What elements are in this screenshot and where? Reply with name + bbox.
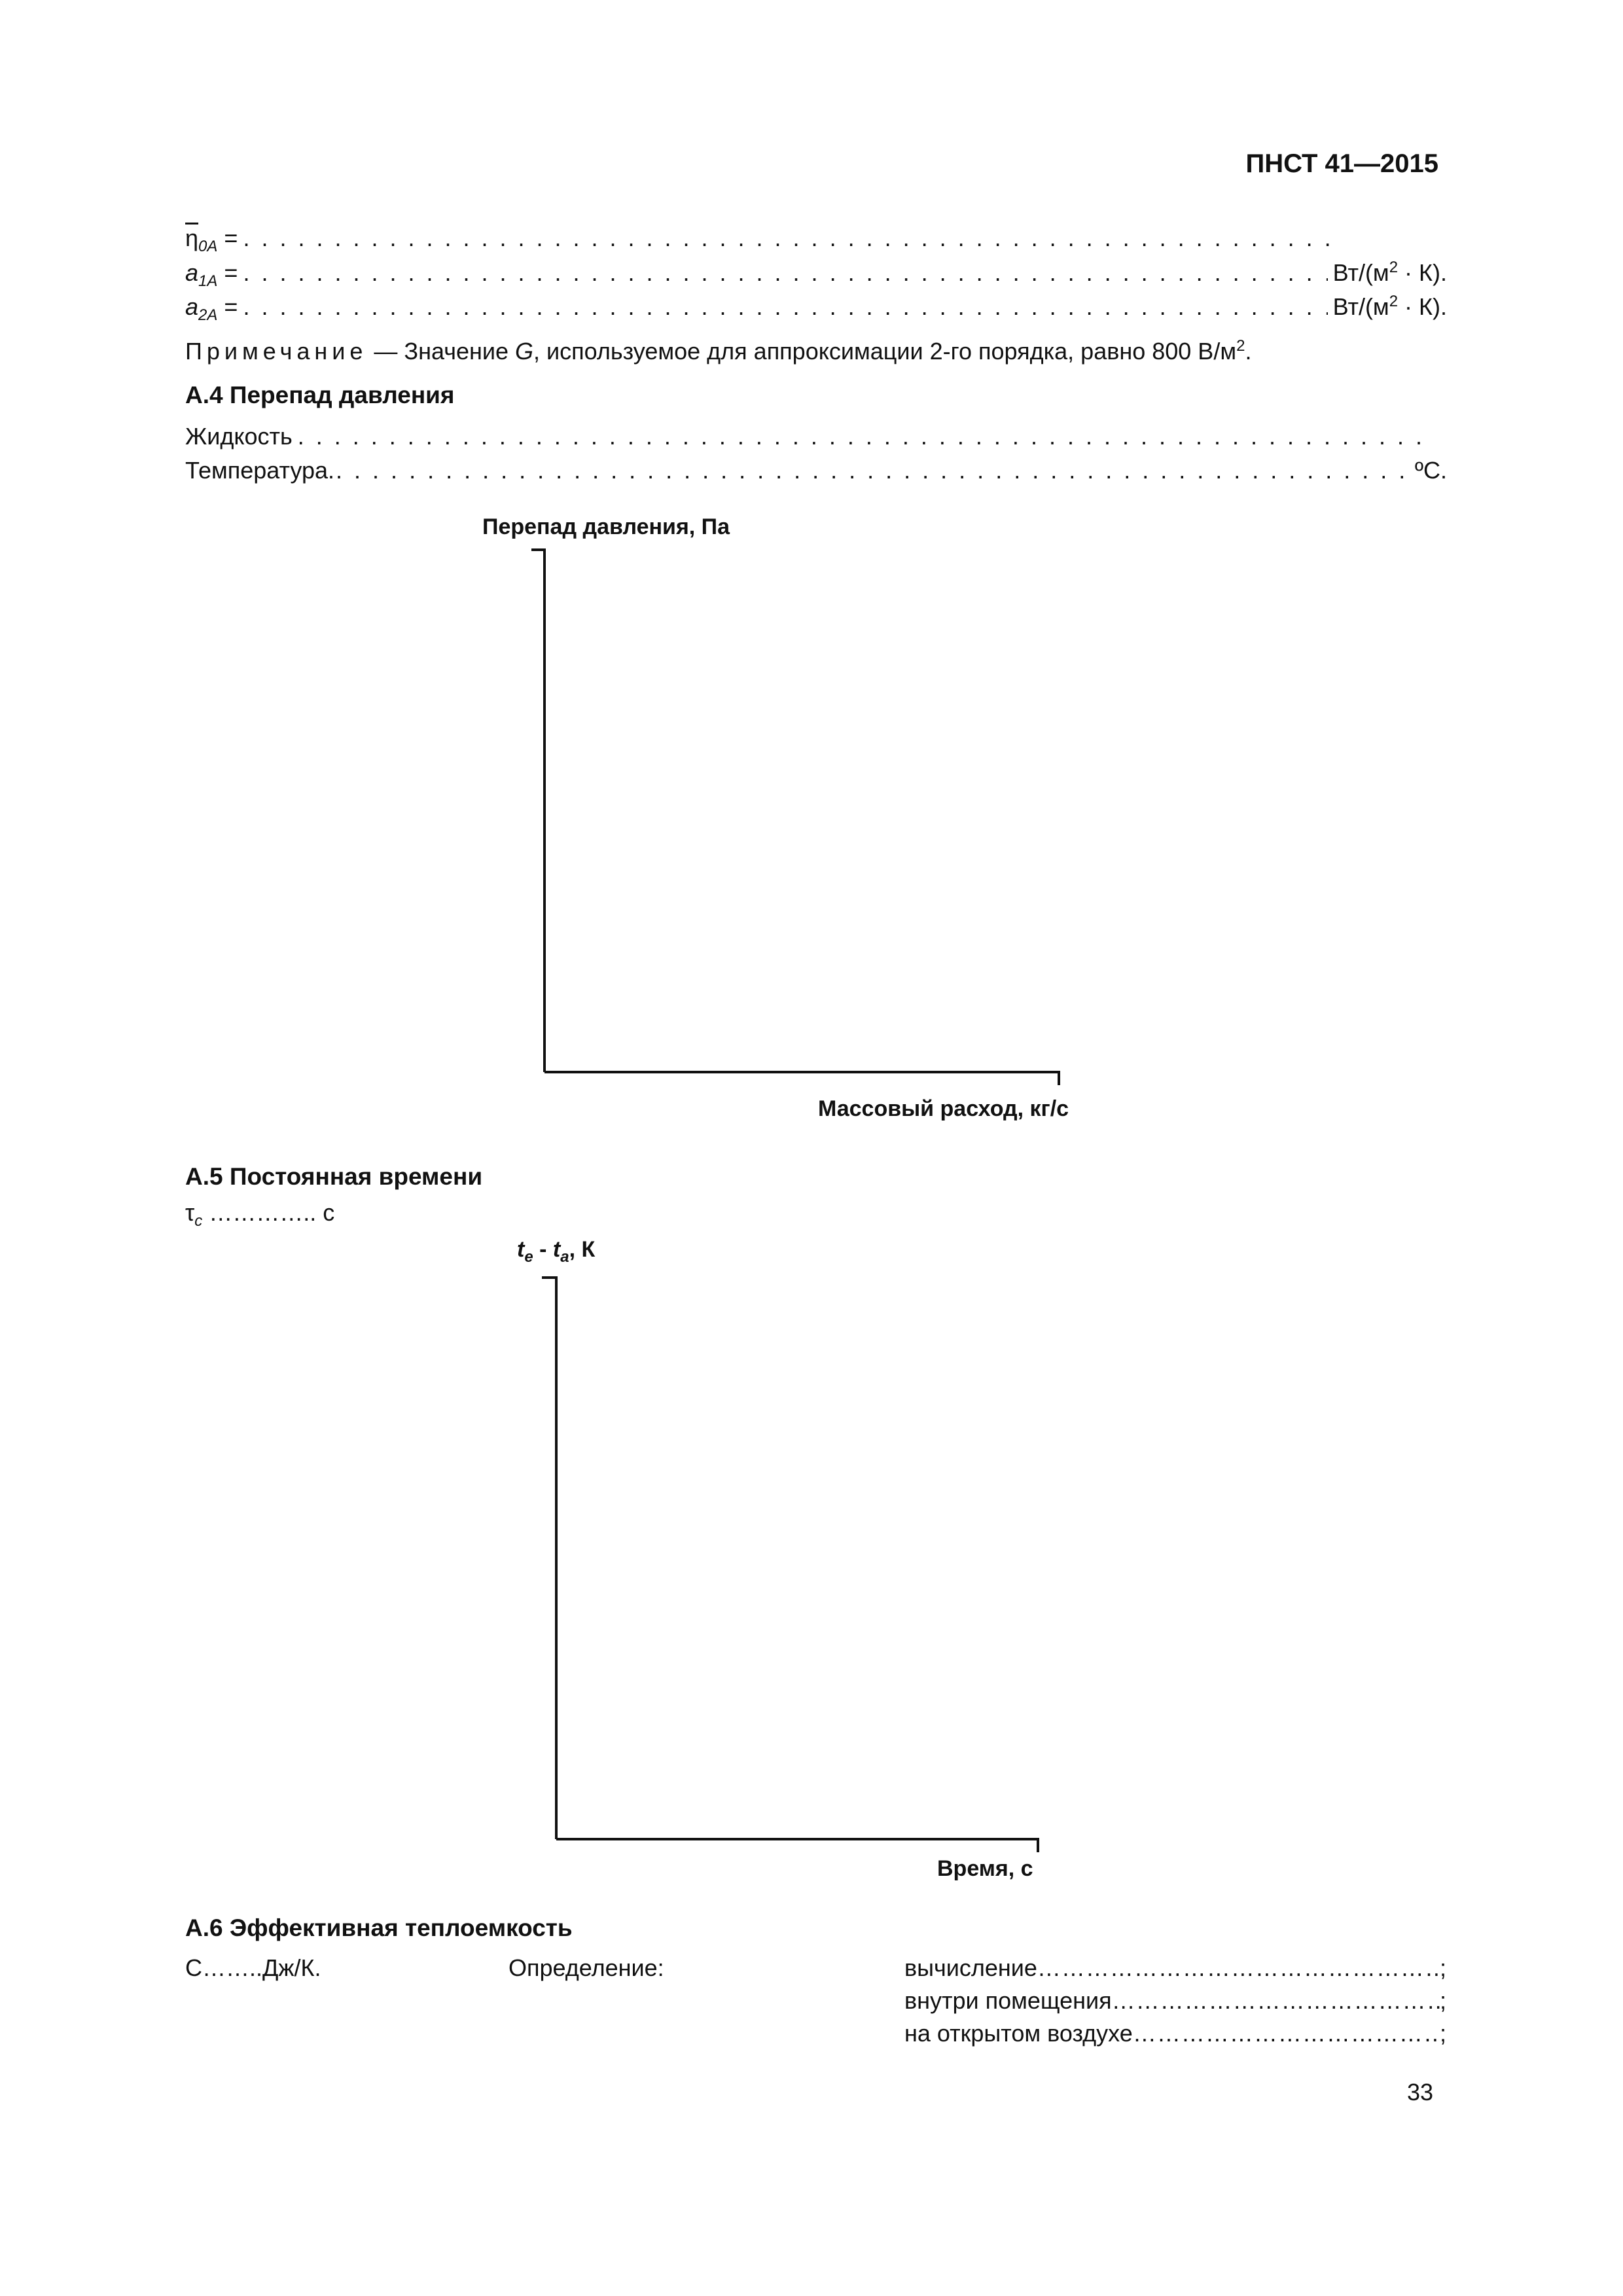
dot-leader xyxy=(243,293,1327,321)
a1a-subscript: 1A xyxy=(198,272,218,291)
pressure-chart-axes xyxy=(510,543,1073,1106)
coef-row-a2a xyxy=(185,293,1447,325)
ta-subscript: a xyxy=(560,1247,569,1266)
note-superscript: 2 xyxy=(1236,337,1245,355)
note-text-a: — Значение xyxy=(367,338,516,365)
coef-row-eta0a xyxy=(185,224,1337,256)
capacity-field: С……..Дж/К. xyxy=(185,1954,321,1981)
equals-sign: = xyxy=(224,259,238,286)
coef-a1a-label xyxy=(185,259,238,291)
pressure-chart-x-label: Массовый расход, кг/с xyxy=(818,1096,1069,1121)
field-row-liquid xyxy=(185,423,1429,450)
note-text-b: , используемое для аппроксимации 2-го порядка, равно 800 В/м xyxy=(533,338,1237,365)
tau-field xyxy=(185,1199,334,1230)
unit-superscript: 2 xyxy=(1389,259,1399,276)
a-symbol: a xyxy=(185,293,199,320)
section-a4-title: А.4 Перепад давления xyxy=(185,382,455,408)
dot-leader xyxy=(336,457,1410,484)
pressure-chart-y-label: Перепад давления, Па xyxy=(482,514,730,539)
note-label: Примечание xyxy=(185,338,368,365)
ta-symbol: t xyxy=(552,1237,561,1262)
option-outdoor-label: на открытом воздухе xyxy=(904,2020,1133,2047)
time-chart-x-label: Время, с xyxy=(937,1856,1033,1881)
note-paragraph xyxy=(185,337,1251,365)
field-temperature-unit: ºС. xyxy=(1414,457,1447,484)
unit-tail: · К). xyxy=(1398,293,1447,320)
pressure-chart-x-axis xyxy=(544,1072,1059,1085)
pressure-chart-y-axis xyxy=(531,550,544,1072)
unit-base: Вт/(м xyxy=(1332,293,1389,320)
unit-superscript: 2 xyxy=(1389,293,1399,310)
te-subscript: e xyxy=(524,1247,533,1266)
page-number: 33 xyxy=(1406,2079,1433,2106)
section-a6-title: А.6 Эффективная теплоемкость xyxy=(185,1914,573,1941)
a-symbol: a xyxy=(185,259,199,286)
determination-label: Определение: xyxy=(508,1954,664,1981)
note-variable: G xyxy=(515,338,534,365)
time-chart-axes xyxy=(530,1271,1054,1860)
dot-leader xyxy=(1037,1954,1440,1982)
te-symbol: t xyxy=(517,1237,525,1262)
coef-a2a-label xyxy=(185,293,238,325)
time-chart-y-axis xyxy=(542,1278,556,1839)
time-chart-x-axis xyxy=(556,1839,1038,1852)
equals-sign: = xyxy=(224,224,238,251)
coef-eta0a-label xyxy=(185,224,238,256)
option-end: ; xyxy=(1439,1954,1446,1981)
dot-leader xyxy=(1112,1987,1440,2015)
equals-sign: = xyxy=(224,293,238,320)
dot-leader xyxy=(1133,2020,1440,2047)
tau-symbol: τ xyxy=(185,1199,195,1226)
a2a-subscript: 2A xyxy=(198,306,218,325)
dot-leader xyxy=(298,423,1423,450)
option-indoor-label: внутри помещения xyxy=(904,1987,1112,2014)
document-id: ПНСТ 41—2015 xyxy=(1245,149,1438,178)
option-indoor xyxy=(904,1987,1446,2015)
option-outdoor xyxy=(904,2020,1446,2047)
eta-symbol: $\overline{\eta}$ xyxy=(185,224,199,251)
field-row-temperature xyxy=(185,457,1447,484)
coef-a2a-unit xyxy=(1333,293,1447,321)
eta0a-subscript: 0A xyxy=(198,238,218,256)
option-calculation xyxy=(904,1954,1446,1982)
option-calculation-label: вычисление xyxy=(904,1954,1037,1981)
tau-dots: ………….. xyxy=(202,1199,317,1226)
section-a5-title: А.5 Постоянная времени xyxy=(185,1163,483,1190)
coef-a1a-unit xyxy=(1333,259,1447,287)
tau-unit: с xyxy=(316,1199,335,1226)
dot-leader xyxy=(243,259,1327,287)
field-liquid-label: Жидкость xyxy=(185,423,293,450)
tau-subscript: c xyxy=(194,1212,203,1230)
time-chart-y-label xyxy=(517,1237,595,1266)
field-temperature-label: Температура. xyxy=(185,457,335,484)
option-end: ; xyxy=(1439,2020,1446,2047)
minus-sign: - xyxy=(533,1237,553,1262)
unit-tail: · К). xyxy=(1398,259,1447,286)
note-tail: . xyxy=(1245,338,1252,365)
y-unit: , К xyxy=(569,1237,596,1262)
unit-base: Вт/(м xyxy=(1332,259,1389,286)
dot-leader xyxy=(243,224,1332,252)
option-end: ; xyxy=(1439,1987,1446,2014)
coef-row-a1a xyxy=(185,259,1447,291)
